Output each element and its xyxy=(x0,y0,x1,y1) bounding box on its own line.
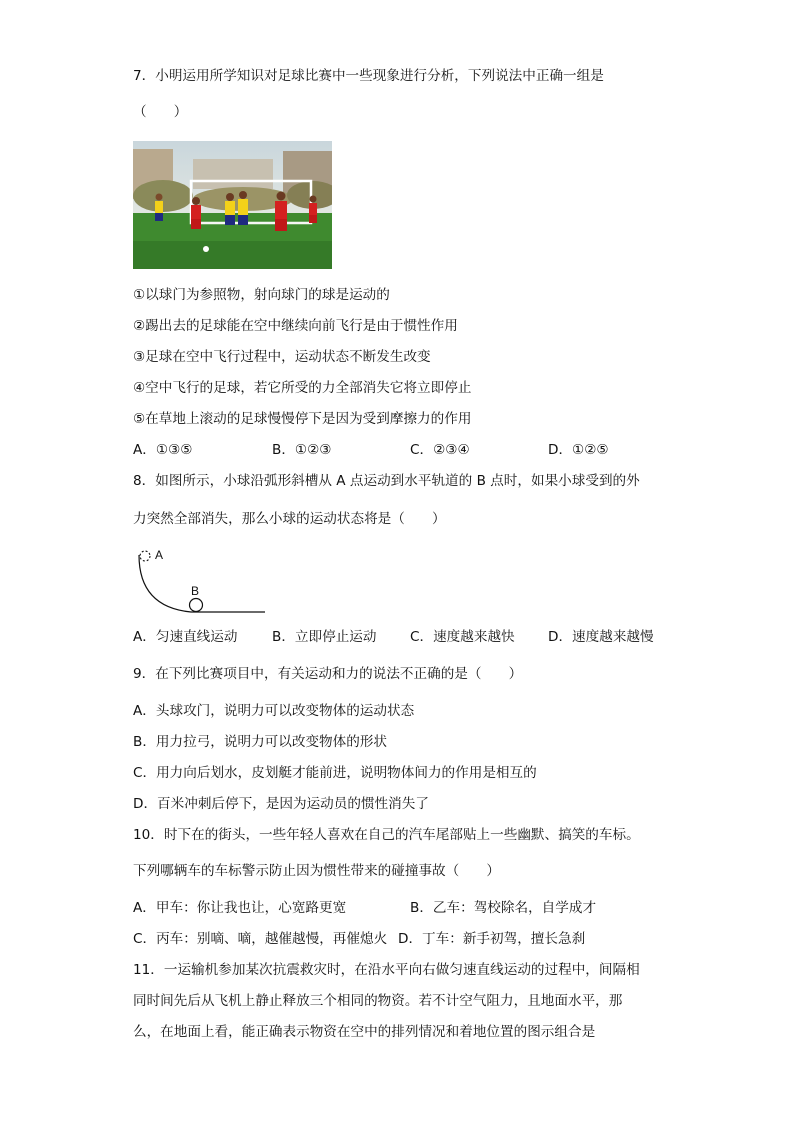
q7-option-b[interactable]: B．①②③ xyxy=(272,442,332,458)
q7-option-a[interactable]: A．①③⑤ xyxy=(133,442,193,458)
q7-option-d[interactable]: D．①②⑤ xyxy=(548,442,609,458)
q7-statement-1: ①以球门为参照物，射向球门的球是运动的 xyxy=(133,287,390,303)
label-b: B xyxy=(191,584,200,598)
q7-statement-5: ⑤在草地上滚动的足球慢慢停下是因为受到摩擦力的作用 xyxy=(133,411,472,427)
q10-option-b[interactable]: B．乙车：驾校除名，自学成才 xyxy=(410,900,597,916)
q8-option-c[interactable]: C．速度越来越快 xyxy=(410,629,515,645)
q8-option-a[interactable]: A．匀速直线运动 xyxy=(133,629,238,645)
q7-statement-3: ③足球在空中飞行过程中，运动状态不断发生改变 xyxy=(133,349,431,365)
q9-option-b[interactable]: B．用力拉弓，说明力可以改变物体的形状 xyxy=(133,734,388,750)
q10-option-a[interactable]: A．甲车：你让我也让，心宽路更宽 xyxy=(133,900,347,916)
ball-at-b xyxy=(190,599,203,612)
q9-option-c[interactable]: C．用力向后划水，皮划艇才能前进，说明物体间力的作用是相互的 xyxy=(133,765,537,781)
q10-option-c[interactable]: C．丙车：别嘀、嘀，越催越慢，再催熄火 xyxy=(133,931,388,947)
q9-stem: 9．在下列比赛项目中，有关运动和力的说法不正确的是（ ） xyxy=(133,666,523,682)
q11-stem-line-1: 11．一运输机参加某次抗震救灾时，在沿水平向右做匀速直线运动的过程中，间隔相 xyxy=(133,962,640,978)
q7-statement-4: ④空中飞行的足球，若它所受的力全部消失它将立即停止 xyxy=(133,380,472,396)
q8-stem-line-2: 力突然全部消失，那么小球的运动状态将是（ ） xyxy=(133,511,446,527)
q7-statement-2: ②踢出去的足球能在空中继续向前飞行是由于惯性作用 xyxy=(133,318,458,334)
q7-stem: 7．小明运用所学知识对足球比赛中一些现象进行分析，下列说法中正确一组是 xyxy=(133,68,604,84)
label-a: A xyxy=(155,548,164,562)
q9-option-d[interactable]: D．百米冲刺后停下，是因为运动员的惯性消失了 xyxy=(133,796,429,812)
q8-option-b[interactable]: B．立即停止运动 xyxy=(272,629,377,645)
soccer-photo xyxy=(133,141,332,269)
q10-stem-line-2: 下列哪辆车的车标警示防止因为惯性带来的碰撞事故（ ） xyxy=(133,863,501,879)
ball-at-a xyxy=(140,551,150,561)
ramp-diagram xyxy=(133,545,273,617)
q10-stem-line-1: 10．时下在的街头，一些年轻人喜欢在自己的汽车尾部贴上一些幽默、搞笑的车标。 xyxy=(133,827,640,843)
q7-option-c[interactable]: C．②③④ xyxy=(410,442,470,458)
q8-stem-line-1: 8．如图所示，小球沿弧形斜槽从 A 点运动到水平轨道的 B 点时，如果小球受到的外 xyxy=(133,473,640,489)
q7-answer-paren: （ ） xyxy=(133,104,188,120)
q11-stem-line-2: 同时间先后从飞机上静止释放三个相同的物资。若不计空气阻力，且地面水平，那 xyxy=(133,993,623,1009)
q9-option-a[interactable]: A．头球攻门，说明力可以改变物体的运动状态 xyxy=(133,703,415,719)
q10-option-d[interactable]: D．丁车：新手初驾，擅长急刹 xyxy=(398,931,586,947)
q11-stem-line-3: 么，在地面上看，能正确表示物资在空中的排列情况和着地位置的图示组合是 xyxy=(133,1024,596,1040)
q8-option-d[interactable]: D．速度越来越慢 xyxy=(548,629,654,645)
